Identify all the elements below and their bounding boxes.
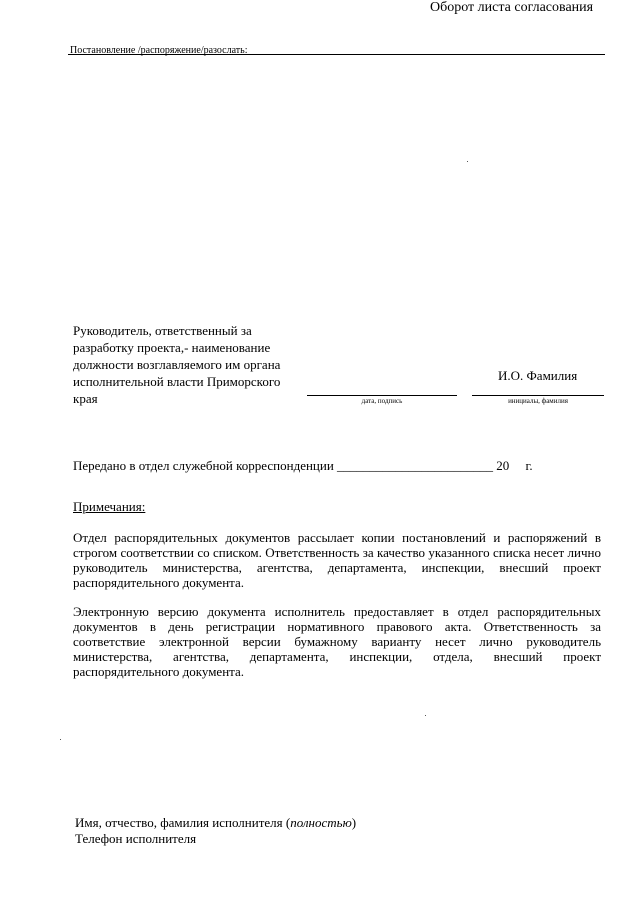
date-signature-caption: дата, подпись [361,397,403,405]
executor-phone-label: Телефон исполнителя [75,831,197,846]
scan-speck [425,715,426,716]
executor-block [75,815,356,847]
scan-speck [467,161,468,162]
distribution-label: Постановление /распоряжение/разослать: [70,45,248,56]
executor-name-label [75,815,356,831]
signature-line [307,395,457,396]
initials-line [472,395,604,396]
distribution-line [68,54,605,55]
notes-title: Примечания: [73,499,146,514]
page-title: Оборот листа согласования [430,0,594,15]
signatory-name: И.О. Фамилия [498,368,578,383]
executor-name-close: ) [351,815,357,830]
note-paragraph: Электронную версию документа исполнитель предоставляет в отдел распорядительных документов в день регистрации нормативного правового акта. Ответственность за соответствие электронной версии бумажному варианту несет лично руководитель министерства, агентства, департамента, инспекции, отдела, внесший проект распорядительного документа. [73,604,601,679]
executor-name-text: Имя, отчество, фамилия исполнителя ( [75,815,291,830]
scan-speck [60,739,61,740]
note-paragraph: Отдел распорядительных документов рассылает копии постановлений и распоряжений в строгом соответствии со списком. Ответственность за качество указанного списка несет лично руководитель министерства, агентства, департамента, инспекции, внесший проект распорядительного документа. [73,530,601,590]
executor-name-hint: полностью [290,815,352,830]
transfer-line: Передано в отдел служебной корреспонденции ________________________ 20 г. [73,458,533,473]
signatory-position: Руководитель, ответственный за разработку проекта,- наименование должности возглавляемого им органа исполнительной власти Приморского края [73,323,281,406]
initials-surname-caption: инициалы, фамилия [508,397,568,405]
